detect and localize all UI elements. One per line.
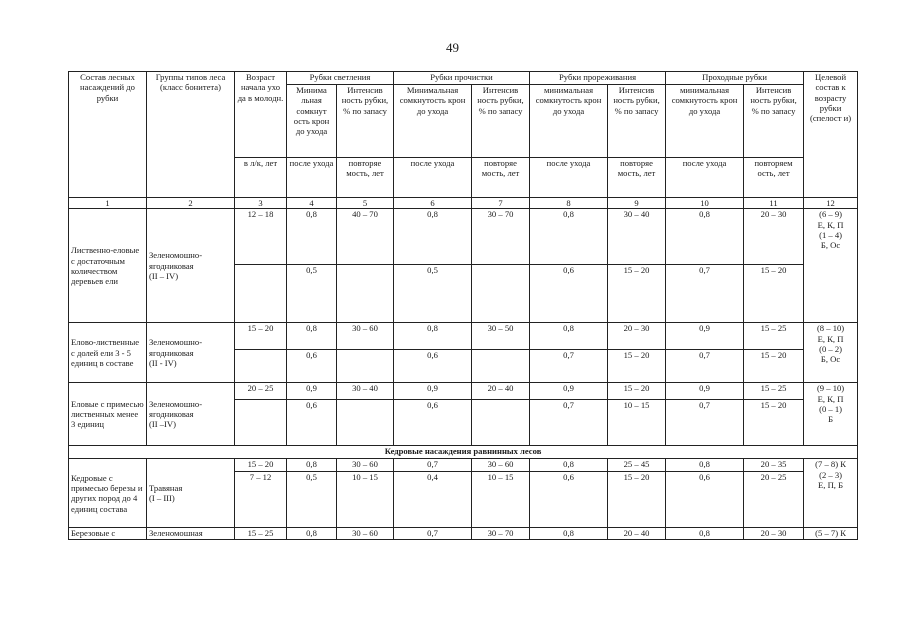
cell-value: 0,8 bbox=[530, 323, 608, 350]
col-number: 11 bbox=[744, 198, 804, 209]
cell-composition: Лиственно-еловые с достаточным количеством деревьев ели bbox=[69, 209, 147, 323]
table-row bbox=[69, 323, 858, 350]
table-row bbox=[69, 459, 858, 472]
cell-value: 0,7 bbox=[530, 350, 608, 383]
cell-target-composition: (8 – 10) Е, К, П (0 – 2) Б, Ос bbox=[804, 323, 858, 383]
col-number: 5 bbox=[337, 198, 394, 209]
header-min-density-6: Минимальная сомкнутость крон до ухода bbox=[394, 85, 472, 158]
cell-value: 15 – 20 bbox=[235, 459, 287, 472]
cell-forest-type: Зеленомошная bbox=[147, 528, 235, 539]
table-row bbox=[69, 209, 858, 265]
header-forest-type: Группы типов леса (класс бонитета) bbox=[147, 72, 235, 198]
cell-composition: Кедровые с примесью березы и других пород до 4 единиц состава bbox=[69, 459, 147, 528]
cell-value: 30 – 60 bbox=[337, 459, 394, 472]
cell-value: 0,9 bbox=[394, 383, 472, 400]
cell-value: 0,6 bbox=[666, 472, 744, 528]
cell-value: 0,8 bbox=[530, 209, 608, 265]
cell-value: 20 – 30 bbox=[744, 528, 804, 539]
header-unit-10: после ухода bbox=[666, 158, 744, 198]
col-number: 1 bbox=[69, 198, 147, 209]
cell-value bbox=[235, 350, 287, 383]
header-composition: Состав лесных насаждений до рубки bbox=[69, 72, 147, 198]
cell-target-composition: (6 – 9) Е, К, П (1 – 4) Б, Ос bbox=[804, 209, 858, 323]
cell-value: 10 – 15 bbox=[608, 400, 666, 446]
cell-forest-type: Зеленомошно-ягодниковая (II – IV) bbox=[147, 209, 235, 323]
column-number-row bbox=[69, 198, 858, 209]
cell-value bbox=[235, 400, 287, 446]
cell-value: 0,7 bbox=[666, 350, 744, 383]
cell-value: 0,6 bbox=[394, 350, 472, 383]
cell-value: 0,8 bbox=[287, 323, 337, 350]
cell-value: 10 – 15 bbox=[472, 472, 530, 528]
cell-value: 10 – 15 bbox=[337, 472, 394, 528]
col-number: 3 bbox=[235, 198, 287, 209]
table-row bbox=[69, 528, 858, 539]
cell-value: 20 – 25 bbox=[235, 383, 287, 400]
header-unit-6: после ухода bbox=[394, 158, 472, 198]
cell-value bbox=[337, 350, 394, 383]
cell-composition: Березовые с bbox=[69, 528, 147, 539]
cell-value: 0,8 bbox=[287, 459, 337, 472]
forest-thinning-table bbox=[68, 71, 858, 540]
cell-value: 0,7 bbox=[666, 400, 744, 446]
cell-value: 0,8 bbox=[666, 209, 744, 265]
cell-composition: Еловые с примесью лиственных менее 3 единиц bbox=[69, 383, 147, 446]
header-intensity-7: Интенсив ность рубки, % по запасу bbox=[472, 85, 530, 158]
cell-value: 0,6 bbox=[530, 472, 608, 528]
header-intensity-5: Интенсив ность рубки, % по запасу bbox=[337, 85, 394, 158]
cell-value: 15 – 20 bbox=[744, 265, 804, 323]
cell-value: 30 – 70 bbox=[472, 528, 530, 539]
cell-value: 0,6 bbox=[530, 265, 608, 323]
cell-target-composition: (7 – 8) К (2 – 3) Е, П, Б bbox=[804, 459, 858, 528]
cell-value: 15 – 20 bbox=[608, 472, 666, 528]
cell-forest-type: Зеленомошно-ягодниковая (II –IV) bbox=[147, 383, 235, 446]
col-number: 2 bbox=[147, 198, 235, 209]
page-number: 49 bbox=[446, 40, 459, 55]
header-intensity-9: Интенсив ность рубки, % по запасу bbox=[608, 85, 666, 158]
header-min-density-4: Минима льная сомкнут ость крон до ухода bbox=[287, 85, 337, 158]
header-unit-7: повторяе мость, лет bbox=[472, 158, 530, 198]
header-unit-11: повторяем ость, лет bbox=[744, 158, 804, 198]
cell-value: 30 – 50 bbox=[472, 323, 530, 350]
cell-value: 30 – 60 bbox=[337, 323, 394, 350]
cell-value bbox=[472, 265, 530, 323]
cell-value: 15 – 20 bbox=[608, 383, 666, 400]
cell-target-composition: (5 – 7) К bbox=[804, 528, 858, 539]
col-number: 7 bbox=[472, 198, 530, 209]
cell-value bbox=[337, 265, 394, 323]
cell-value: 0,8 bbox=[394, 323, 472, 350]
cell-value: 0,8 bbox=[287, 209, 337, 265]
cell-value: 15 – 25 bbox=[744, 323, 804, 350]
header-intensity-11: Интенсив ность рубки, % по запасу bbox=[744, 85, 804, 158]
cell-value: 15 – 20 bbox=[744, 400, 804, 446]
col-number: 9 bbox=[608, 198, 666, 209]
cell-value: 15 – 20 bbox=[608, 265, 666, 323]
cell-forest-type: Зеленомошно-ягодниковая (II - IV) bbox=[147, 323, 235, 383]
cell-value: 0,8 bbox=[666, 528, 744, 539]
cell-value: 0,7 bbox=[530, 400, 608, 446]
cell-value: 0,7 bbox=[394, 528, 472, 539]
cell-value: 0,8 bbox=[287, 528, 337, 539]
header-unit-5: повторяе мость, лет bbox=[337, 158, 394, 198]
cell-value: 0,5 bbox=[394, 265, 472, 323]
cell-value bbox=[337, 400, 394, 446]
header-start-age: Возраст начала ухо да в молодн. bbox=[235, 72, 287, 158]
header-unit-4: после ухода bbox=[287, 158, 337, 198]
header-target-composition: Целевой состав к возрасту рубки (спелост и) bbox=[804, 72, 858, 198]
cell-value: 30 – 40 bbox=[337, 383, 394, 400]
col-number: 10 bbox=[666, 198, 744, 209]
cell-value bbox=[472, 350, 530, 383]
cell-value: 0,6 bbox=[287, 400, 337, 446]
col-number: 8 bbox=[530, 198, 608, 209]
header-unit-3: в л/к, лет bbox=[235, 158, 287, 198]
header-group-thinning: Рубки прореживания bbox=[530, 72, 666, 85]
cell-value: 0,9 bbox=[666, 323, 744, 350]
cell-composition: Елово-лиственные с долей ели 3 - 5 единиц в составе bbox=[69, 323, 147, 383]
cell-value bbox=[235, 265, 287, 323]
cell-value: 0,9 bbox=[666, 383, 744, 400]
cell-value: 20 – 35 bbox=[744, 459, 804, 472]
cell-value: 20 – 40 bbox=[472, 383, 530, 400]
section-title: Кедровые насаждения равнинных лесов bbox=[69, 446, 858, 459]
cell-value: 0,6 bbox=[394, 400, 472, 446]
cell-value: 20 – 40 bbox=[608, 528, 666, 539]
cell-value: 20 – 30 bbox=[744, 209, 804, 265]
cell-value: 15 – 25 bbox=[744, 383, 804, 400]
cell-value: 0,8 bbox=[530, 528, 608, 539]
cell-value: 25 – 45 bbox=[608, 459, 666, 472]
cell-value: 30 – 40 bbox=[608, 209, 666, 265]
cell-value: 40 – 70 bbox=[337, 209, 394, 265]
cell-value: 0,6 bbox=[287, 350, 337, 383]
cell-value: 0,7 bbox=[394, 459, 472, 472]
cell-value: 12 – 18 bbox=[235, 209, 287, 265]
header-group-light-cutting: Рубки светления bbox=[287, 72, 394, 85]
header-unit-8: после ухода bbox=[530, 158, 608, 198]
table-row bbox=[69, 383, 858, 400]
cell-value: 20 – 30 bbox=[608, 323, 666, 350]
cell-forest-type: Травяная (I – III) bbox=[147, 459, 235, 528]
section-row bbox=[69, 446, 858, 459]
cell-value bbox=[472, 400, 530, 446]
cell-value: 15 – 20 bbox=[744, 350, 804, 383]
cell-value: 0,8 bbox=[394, 209, 472, 265]
cell-value: 0,8 bbox=[530, 459, 608, 472]
cell-value: 20 – 25 bbox=[744, 472, 804, 528]
header-group-cleaning: Рубки прочистки bbox=[394, 72, 530, 85]
cell-value: 30 – 70 bbox=[472, 209, 530, 265]
cell-value: 0,5 bbox=[287, 265, 337, 323]
cell-value: 0,9 bbox=[530, 383, 608, 400]
header-min-density-10: минимальная сомкнутость крон до ухода bbox=[666, 85, 744, 158]
cell-value: 0,9 bbox=[287, 383, 337, 400]
cell-value: 15 – 20 bbox=[235, 323, 287, 350]
cell-value: 0,8 bbox=[666, 459, 744, 472]
cell-value: 15 – 25 bbox=[235, 528, 287, 539]
cell-value: 0,5 bbox=[287, 472, 337, 528]
cell-value: 15 – 20 bbox=[608, 350, 666, 383]
cell-value: 30 – 60 bbox=[472, 459, 530, 472]
cell-value: 0,7 bbox=[666, 265, 744, 323]
cell-value: 30 – 60 bbox=[337, 528, 394, 539]
header-min-density-8: минимальная сомкнутость крон до ухода bbox=[530, 85, 608, 158]
cell-value: 7 – 12 bbox=[235, 472, 287, 528]
cell-target-composition: (9 – 10) Е, К, П (0 – 1) Б bbox=[804, 383, 858, 446]
col-number: 12 bbox=[804, 198, 858, 209]
col-number: 4 bbox=[287, 198, 337, 209]
header-unit-9: повторяе мость, лет bbox=[608, 158, 666, 198]
header-group-passing: Проходные рубки bbox=[666, 72, 804, 85]
col-number: 6 bbox=[394, 198, 472, 209]
cell-value: 0,4 bbox=[394, 472, 472, 528]
